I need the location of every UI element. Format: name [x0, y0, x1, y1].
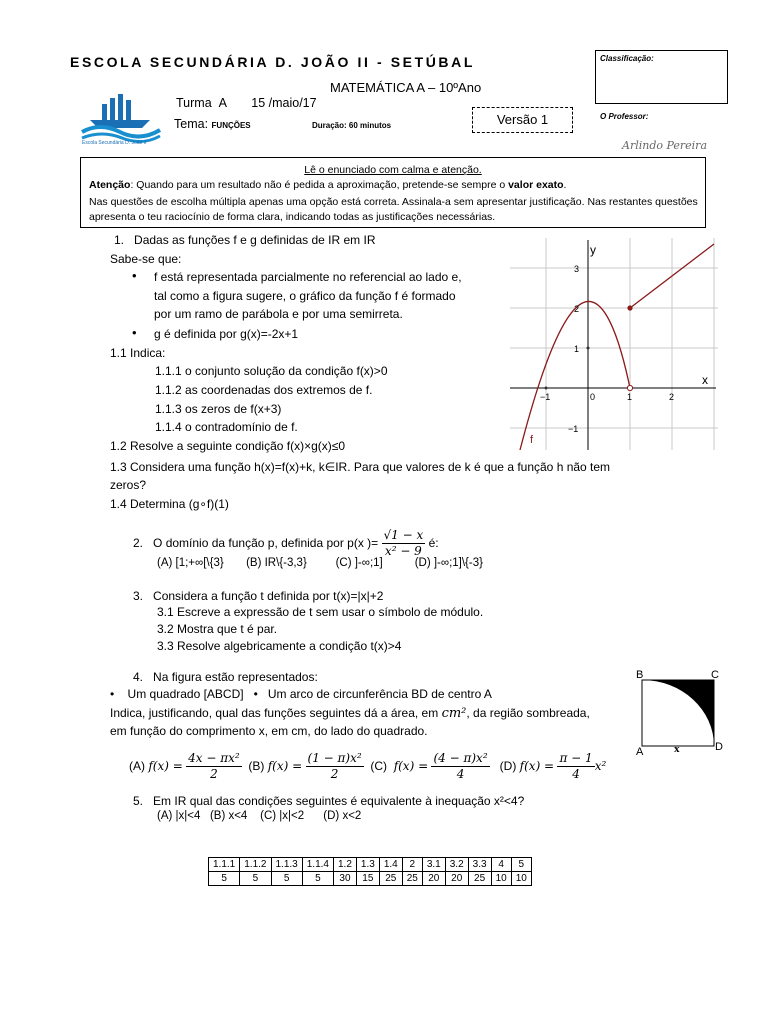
q4-bullets: • Um quadrado [ABCD] • Um arco de circunferência BD de centro A [110, 687, 492, 701]
q3-2: 3.2 Mostra que t é par. [157, 622, 278, 636]
q1-4: 1.4 Determina (g∘f)(1) [110, 497, 229, 511]
q3-text: 3. Considera a função t definida por t(x)=|x|+2 [133, 589, 384, 603]
bullet: • [132, 268, 137, 283]
instructions-box [80, 157, 706, 228]
score-item: 1.4 [379, 858, 402, 872]
score-item: 4 [491, 858, 511, 872]
x-tick: 0 [590, 392, 596, 402]
x-tick: 1 [627, 392, 633, 402]
x-tick: −1 [540, 392, 551, 402]
score-points: 5 [271, 872, 302, 886]
label-b: B [636, 669, 644, 681]
score-item: 1.2 [334, 858, 357, 872]
score-table [208, 857, 532, 886]
professor-label: O Professor: [600, 112, 649, 121]
label-d: D [715, 741, 723, 753]
score-points: 25 [468, 872, 491, 886]
duration: Duração: 60 minutos [312, 121, 392, 130]
q1-bullet1-a: f está representada parcialmente no referencial ao lado e, [154, 270, 462, 284]
score-item: 3.3 [468, 858, 491, 872]
q4-options: (A) f(x) = $\frac{\text{4x − πx²}}{2}$ (B) f(x) = $\frac{\text{(1 − π)x²}}{2}$ (C) f(x) = $\frac{\text{(4 − π)x²}}{4}$ (D) f(x) = $\frac{\pi - 1}{4}$ x² [129, 751, 607, 782]
grid [510, 238, 718, 450]
vertex-point [587, 347, 590, 350]
q4-line2: em função do comprimento x, em cm, do lado do quadrado. [110, 724, 428, 738]
score-item: 1.1.4 [302, 858, 333, 872]
score-item: 1.1.3 [271, 858, 302, 872]
logo-caption: Escola Secundária D. João II [82, 140, 147, 146]
score-points: 5 [209, 872, 240, 886]
score-points: 5 [240, 872, 271, 886]
closed-point [627, 305, 632, 310]
q4-text: 4. Na figura estão representados: [133, 670, 318, 684]
score-item: 1.1.2 [240, 858, 271, 872]
q5-text: 5. Em IR qual das condições seguintes é equivalente à inequação x²<4? [133, 794, 525, 808]
q1-1-4: 1.1.4 o contradomínio de f. [155, 420, 298, 434]
score-points: 30 [334, 872, 357, 886]
q1-bullet2: g é definida por g(x)=-2x+1 [154, 327, 299, 341]
score-item: 2 [402, 858, 422, 872]
version-box: Versão 1 [472, 107, 573, 133]
y-tick: 2 [574, 304, 580, 314]
y-tick: 3 [574, 264, 580, 274]
score-items-row [209, 858, 532, 872]
instructions-title: Lê o enunciado com calma e atenção. [304, 164, 482, 176]
open-point [627, 385, 632, 390]
q1-3-line1: 1.3 Considera uma função h(x)=f(x)+k, k∈IR. Para que valores de k é que a função h não tem [110, 460, 611, 474]
q1-1: 1.1 Indica: [110, 346, 166, 360]
subject-title: MATEMÁTICA A – 10ºAno [330, 80, 482, 95]
f-label: f [530, 434, 534, 446]
x-label: x [702, 373, 708, 387]
q4-line1: Indica, justificando, qual das funções seguintes dá a área, em cm², da região sombreada, [110, 706, 590, 721]
class-date-line: Turma A 15 /maio/17 [176, 96, 317, 110]
q4-optC-fraction: $\frac{\text{(4 − π)x²}}{4}$ [433, 751, 488, 782]
q1-2: 1.2 Resolve a seguinte condição f(x)×g(x)≤0 [110, 439, 346, 453]
label-a: A [636, 746, 644, 756]
y-tick: −1 [568, 424, 579, 434]
y-label: y [590, 243, 596, 257]
q2-fraction: $\frac{√1 - x}{\text{x² − 9}}$ [383, 528, 424, 559]
q2-text: 2. O domínio da função p, definida por p(x )= $\frac{√1 - x}{\text{x² − 9}}$ é: [133, 528, 439, 559]
q4-optB-fraction: $\frac{\text{(1 − π)x²}}{2}$ [307, 751, 362, 782]
q1-1-2: 1.1.2 as coordenadas dos extremos de f. [155, 383, 373, 397]
q2-options: (A) [1;+∞[\{3} (B) IR\{-3,3} (C) ]-∞;1] (D) ]-∞;1]\{-3} [157, 557, 483, 569]
q3-3: 3.3 Resolve algebricamente a condição t(x)>4 [157, 639, 402, 653]
school-name: ESCOLA SECUNDÁRIA D. JOÃO II - SETÚBAL [70, 54, 476, 70]
score-points: 15 [356, 872, 379, 886]
square-figure [632, 668, 728, 756]
q4-optD-fraction: $\frac{\pi - 1}{4}$ [559, 751, 593, 782]
q4-optA-fraction: $\frac{\text{4x − πx²}}{2}$ [188, 751, 240, 782]
label-c: C [711, 669, 719, 681]
function-graph [510, 238, 718, 450]
score-points: 5 [302, 872, 333, 886]
score-item: 3.2 [445, 858, 468, 872]
score-points: 25 [379, 872, 402, 886]
q1-sabe: Sabe-se que: [110, 252, 182, 266]
x-tick: 2 [669, 392, 675, 402]
instructions-choices: Nas questões de escolha múltipla apenas uma opção está correta. Assinala-a sem apresentar justificação. Nas restantes questões apresenta o teu raciocínio de forma clara, indicando todas as justificações necessárias. [89, 196, 698, 223]
q1-title: 1. Dadas as funções f e g definidas de IR em IR [114, 233, 376, 247]
instructions-attention: Atenção: Quando para um resultado não é pedida a aproximação, pretende-se sempre o valor exato. [89, 179, 567, 191]
score-points: 10 [491, 872, 511, 886]
zero-point [545, 387, 548, 390]
q1-bullet1-c: por um ramo de parábola e por uma semirreta. [154, 307, 403, 321]
score-item: 5 [511, 858, 531, 872]
q1-1-1: 1.1.1 o conjunto solução da condição f(x)>0 [155, 364, 388, 378]
score-item: 1.1.1 [209, 858, 240, 872]
label-x: x [674, 743, 680, 755]
score-points: 20 [445, 872, 468, 886]
shaded-region [642, 680, 714, 746]
y-tick: 1 [574, 344, 580, 354]
q5-options: (A) |x|<4 (B) x<4 (C) |x|<2 (D) x<2 [157, 810, 362, 822]
q1-3-line2: zeros? [110, 478, 147, 492]
professor-signature: Arlindo Pereira [622, 139, 708, 152]
score-points: 10 [511, 872, 531, 886]
bullet: • [132, 325, 137, 340]
topic: Tema: FUNÇÕES [174, 117, 251, 131]
score-points: 25 [402, 872, 422, 886]
classification-box: Classificação: [595, 50, 728, 104]
score-points-row [209, 872, 532, 886]
score-item: 1.3 [356, 858, 379, 872]
q1-1-3: 1.1.3 os zeros de f(x+3) [155, 402, 282, 416]
score-item: 3.1 [422, 858, 445, 872]
score-points: 20 [422, 872, 445, 886]
q3-1: 3.1 Escreve a expressão de t sem usar o símbolo de módulo. [157, 605, 484, 619]
q1-bullet1-b: tal como a figura sugere, o gráfico da função f é formado [154, 289, 456, 303]
